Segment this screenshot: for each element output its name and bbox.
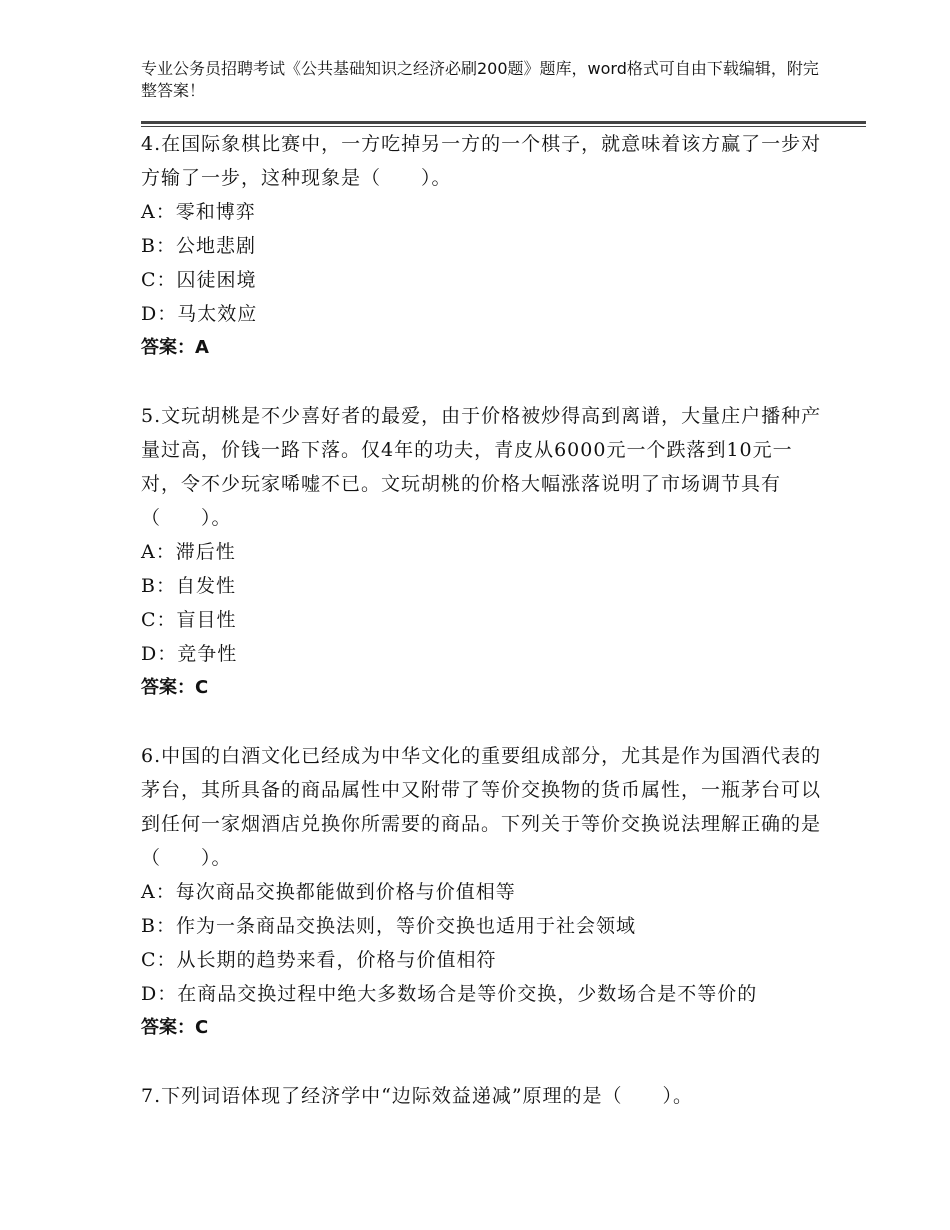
question-stem: 5.文玩胡桃是不少喜好者的最爱，由于价格被炒得高到离谱，大量庄户播种产量过高，价钱一路下落。仅4年的功夫，青皮从6000元一个跌落到10元一对，令不少玩家唏嘘不已。文玩胡桃的价格大幅涨落说明了市场调节具有（ ）。 (141, 405, 822, 529)
question-6 (141, 739, 831, 1045)
question-stem: 7.下列词语体现了经济学中“边际效益递减”原理的是（ ）。 (141, 1085, 694, 1107)
option-a: A：零和博弈 (141, 201, 256, 223)
page-header: 专业公务员招聘考试《公共基础知识之经济必刷200题》题库，word格式可自由下载编辑，附完整答案！ (141, 59, 819, 100)
question-7 (141, 1079, 831, 1113)
answer-line: 答案：C (141, 1017, 209, 1038)
answer-line: 答案：C (141, 677, 209, 698)
option-b: B：作为一条商品交换法则，等价交换也适用于社会领域 (141, 915, 636, 937)
header-rule-thick (141, 121, 866, 124)
option-c: C：盲目性 (141, 609, 237, 631)
question-stem: 6.中国的白酒文化已经成为中华文化的重要组成部分，尤其是作为国酒代表的茅台，其所具备的商品属性中又附带了等价交换物的货币属性，一瓶茅台可以到任何一家烟酒店兑换你所需要的商品。下列关于等价交换说法理解正确的是（ ）。 (141, 745, 822, 869)
option-d: D：竞争性 (141, 643, 238, 665)
question-list (141, 127, 831, 1113)
option-d: D：在商品交换过程中绝大多数场合是等价交换，少数场合是不等价的 (141, 983, 758, 1005)
spacer (141, 365, 831, 399)
option-a: A：每次商品交换都能做到价格与价值相等 (141, 881, 516, 903)
option-c: C：从长期的趋势来看，价格与价值相符 (141, 949, 497, 971)
option-c: C：囚徒困境 (141, 269, 257, 291)
option-a: A：滞后性 (141, 541, 236, 563)
spacer (141, 705, 831, 739)
spacer (141, 1045, 831, 1079)
answer-line: 答案：A (141, 337, 209, 358)
question-stem: 4.在国际象棋比赛中，一方吃掉另一方的一个棋子，就意味着该方赢了一步对方输了一步，这种现象是（ ）。 (141, 133, 822, 189)
option-b: B：自发性 (141, 575, 236, 597)
option-d: D：马太效应 (141, 303, 258, 325)
question-5 (141, 399, 831, 705)
question-4 (141, 127, 831, 365)
option-b: B：公地悲剧 (141, 235, 256, 257)
